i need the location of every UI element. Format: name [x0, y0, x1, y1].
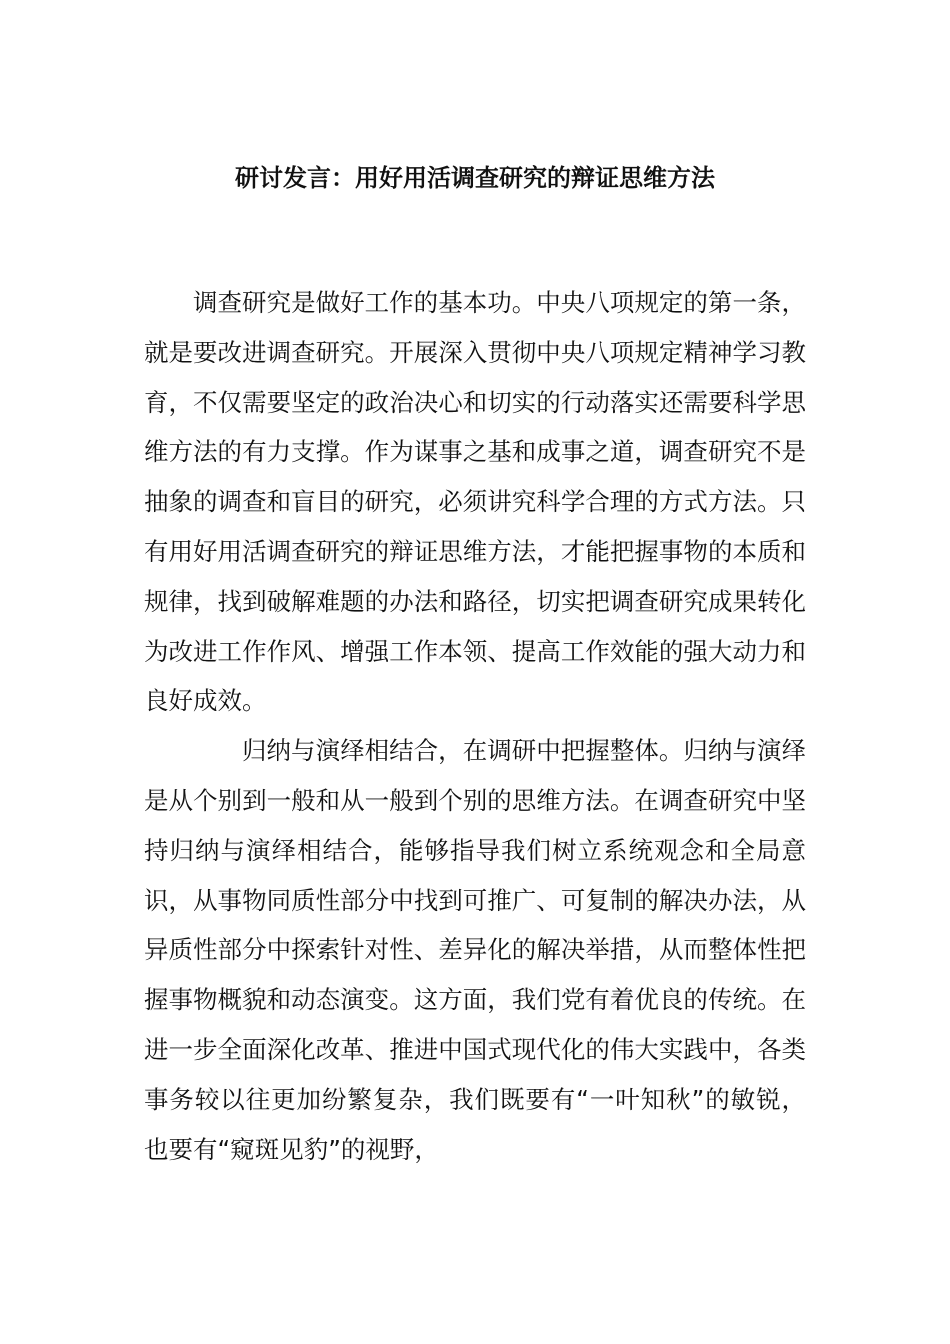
paragraph-induction-deduction: 归纳与演绎相结合，在调研中把握整体。归纳与演绎是从个别到一般和从一般到个别的思维方法。在调查研究中坚持归纳与演绎相结合，能够指导我们树立系统观念和全局意识，从事物同质性部分中找到可推广、可复制的解决办法，从异质性部分中探索针对性、差异化的解决举措，从而整体性把握事物概貌和动态演变。这方面，我们党有着优良的传统。在进一步全面深化改革、推进中国式现代化的伟大实践中，各类事务较以往更加纷繁复杂，我们既要有“一叶知秋”的敏锐，也要有“窥斑见豹”的视野，: [144, 736, 806, 1164]
document-body: [144, 278, 806, 1174]
paragraph-intro: 调查研究是做好工作的基本功。中央八项规定的第一条，就是要改进调查研究。开展深入贯彻中央八项规定精神学习教育，不仅需要坚定的政治决心和切实的行动落实还需要科学思维方法的有力支撑。作为谋事之基和成事之道，调查研究不是抽象的调查和盲目的研究，必须讲究科学合理的方式方法。只有用好用活调查研究的辩证思维方法，才能把握事物的本质和规律，找到破解难题的办法和路径，切实把调查研究成果转化为改进工作作风、增强工作本领、提高工作效能的强大动力和良好成效。: [144, 288, 806, 716]
document-title: 研讨发言：用好用活调查研究的辩证思维方法: [235, 164, 715, 192]
